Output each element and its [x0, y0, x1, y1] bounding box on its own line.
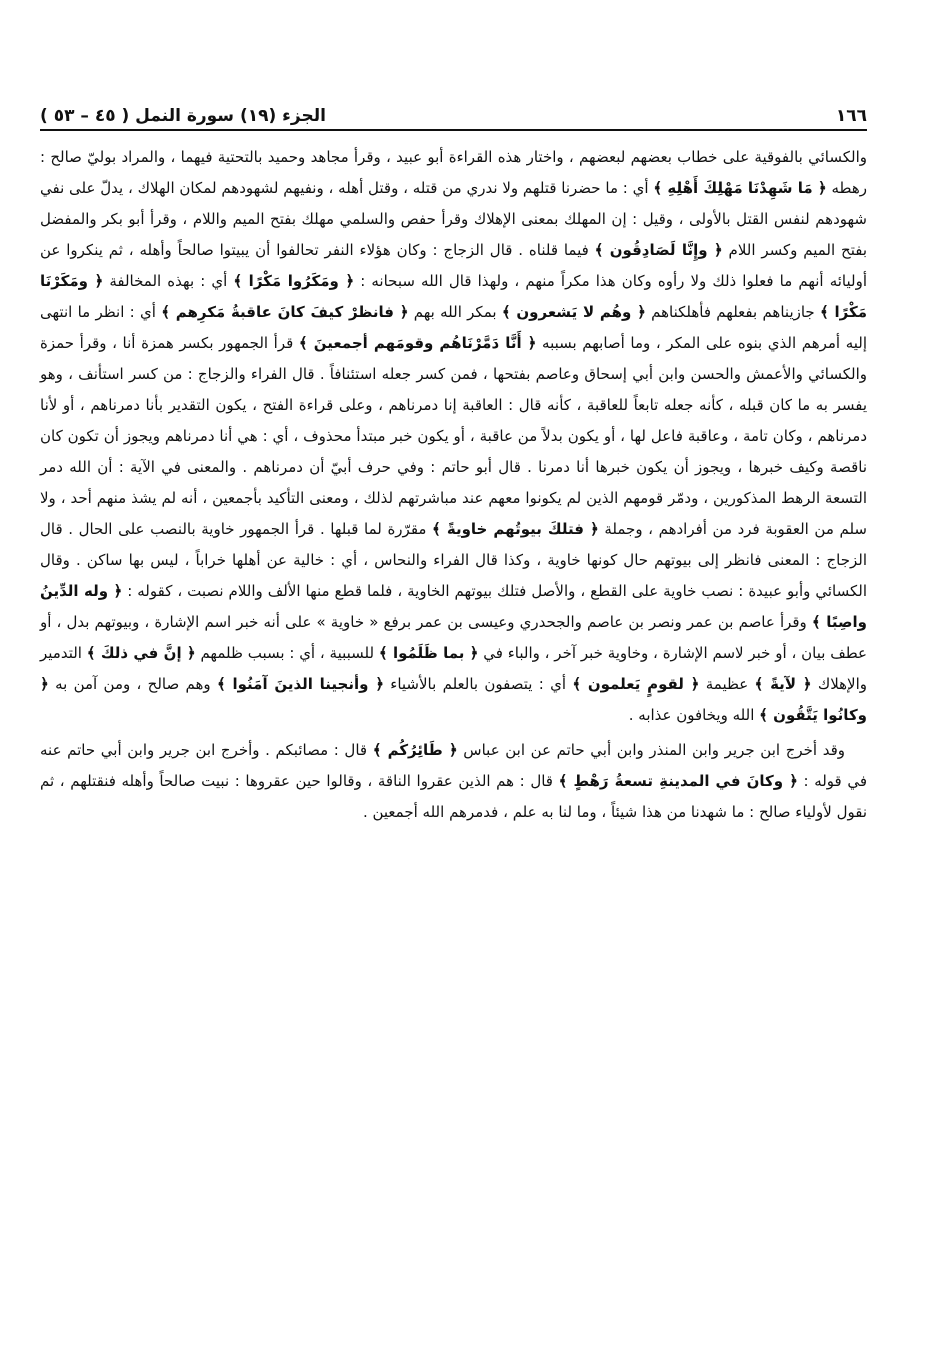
text-run: التدمير والإهلاك — [40, 644, 868, 693]
text-run: بمكر الله بهم — [408, 303, 502, 321]
quran-quote: ﴿ طَائِرُكُم ﴾ — [372, 741, 458, 759]
quran-quote: ﴿ لآيةً ﴾ — [754, 675, 812, 693]
page-number: ١٦٦ — [835, 106, 867, 126]
running-title: الجزء (١٩) سورة النمل ( ٤٥ – ٥٣ ) — [40, 106, 326, 126]
text-run: وهم صالح ، ومن آمن به — [48, 675, 217, 693]
text-run: جازيناهم بفعلهم فأهلكناهم — [645, 303, 820, 321]
text-run: عظيمة — [699, 675, 755, 693]
quran-quote: ﴿ وكانَ في المدينةِ تسعةُ رَهْطٍ ﴾ — [558, 772, 798, 790]
quran-quote: ﴿ ومَكَرْنَا مَكْرًا ﴾ — [40, 272, 868, 321]
text-run: أي : ما حضرنا قتلهم ولا ندري من قتله ، وقتل أهله ، ونفيهم لشهودهم لمكان الهلاك ، يدلّ على نفي شهودهم لنفس القتل بالأولى ، وقيل : إن المهلك بمعنى الإهلاك وقرأ حفص والسلمي مهلك بفتح الميم واللام ، وقرأ أبو بكر والمفضل بفتح الميم وكسر اللام — [40, 179, 868, 259]
text-run: وقد أخرج ابن جرير وابن المنذر وابن أبي حاتم عن ابن عباس — [457, 741, 846, 759]
page-header — [40, 92, 867, 126]
quran-quote: ﴿ وله الدِّينُ واصِبًا ﴾ — [40, 582, 867, 631]
text-run: فيما قلناه . قال الزجاج : وكان هؤلاء النفر تحالفوا أن يبيتوا صالحاً وأهله ، ثم ينكروا عن أوليائه أنهم ما فعلوا ذلك ولا رأوه وكان هذا مكراً منهم ، ولهذا قال الله سبحانه : — [40, 241, 867, 290]
text-run: أي : انظر ما انتهى إليه أمرهم الذي بنوه على المكر ، وما أصابهم بسببه — [40, 303, 867, 352]
text-run: أي : بهذه المخالفة — [103, 272, 234, 290]
text-run: قرأ الجمهور بكسر همزة أنا ، وقرأ حمزة والكسائي والأعمش والحسن وابن أبي إسحاق وعاصم بفتحها ، فمن كسر جعله استئنافاً . قال الفراء والزجاج : من كسر استأنف ، وهو يفسر به ما كان قبله ، كأنه جعله تابعاً للعاقبة ، كأنه قال : العاقبة إنا دمرناهم ، وعلى قراءة الفتح ، يكون التقدير بأنا دمرناهم ، أو لأنا دمرناهم ، وكان تامة ، وعاقبة فاعل لها ، أو يكون بدلاً من عاقبة ، أو يكون خبر مبتدأ محذوف ، أي : هي أنا دمرناهم ويجوز أن تكون كان ناقصة وكيف خبرها ، ويجوز أن يكون خبرها أنا دمرنا . قال أبو حاتم : وفي حرف أبيّ أن دمرناهم . والمعنى في الآية : أن الله دمر التسعة الرهط المذكورين ، ودمّر قومهم الذين لم يكونوا معهم عند مباشرتهم لذلك ، ومعنى التأكيد بأجمعين ، أنه لم يشذ منهم أحد ، ولا سلم من العقوبة فرد من أفرادهم ، وجملة — [40, 334, 867, 538]
paragraph-2 — [40, 735, 867, 828]
paragraph-1 — [40, 142, 867, 731]
quran-quote: ﴿ ومَكَرُوا مَكْرًا ﴾ — [233, 272, 355, 290]
text-run: وقرأ عاصم بن عمر ونصر بن عاصم والجحدري وعيسى بن عمر برفع « خاوية » على أنه خبر اسم الإشارة ، وبيوتهم بدل ، أو عطف بيان ، أو خبر لاسم الإشارة ، وخاوية خبر آخر ، والباء في — [40, 613, 867, 662]
text-run: قال : مصائبكم . وأخرج ابن جرير وابن أبي حاتم عنه في قوله : — [40, 741, 867, 790]
quran-quote: ﴿ وإِنَّا لَصَادِقُون ﴾ — [594, 241, 723, 259]
quran-quote: ﴿ مَا شَهِدْنَا مَهْلِكَ أَهْلِهِ ﴾ — [653, 179, 827, 197]
text-run: الله ويخافون عذابه . — [628, 706, 760, 724]
text-run: مقرّرة لما قبلها . قرأ الجمهور خاوية بالنصب على الحال . قال الزجاج : المعنى فانظر إلى بيوتهم حال كونها خاوية ، وكذا قال الفراء والنحاس ، أي : خالية عن أهلها خراباً ، ليس بها ساكن . وقال الكسائي وأبو عبيدة : نصب خاوية على القطع ، والأصل فتلك بيوتهم الخاوية ، فلما قطع منها الألف واللام نصبت ، كقوله : — [40, 520, 867, 600]
quran-quote: ﴿ فانظرْ كيفَ كانَ عاقبةُ مَكرِهم ﴾ — [161, 303, 409, 321]
quran-quote: ﴿ بما ظَلَمُوا ﴾ — [378, 644, 479, 662]
quran-quote: ﴿ أَنَّا دَمَّرْنَاهُم وقومَهم أجمعينَ ﴾ — [298, 334, 537, 352]
text-run: قال : هم الذين عقروا الناقة ، وقالوا حين عقروها : نبيت صالحاً وأهله فنقتلهم ، ثم نقول لأولياء صالح : ما شهدنا من هذا شيئاً ، وما لنا به علم ، فدمرهم الله أجمعين . — [40, 772, 867, 821]
quran-quote: ﴿ لقومٍ يَعلمون ﴾ — [572, 675, 700, 693]
text-run: أي : يتصفون بالعلم بالأشياء — [383, 675, 573, 693]
quran-quote: ﴿ فتلكَ بيوتُهم خاويةً ﴾ — [432, 520, 599, 538]
text-run: للسببية ، أي : بسبب ظلمهم — [195, 644, 379, 662]
quran-quote: ﴿ وهُم لا يَشعرون ﴾ — [501, 303, 646, 321]
header-divider — [40, 129, 867, 131]
quran-quote: ﴿ وأنجينا الذينَ آمَنُوا ﴾ — [216, 675, 384, 693]
quran-quote: ﴿ إنَّ في ذلكَ ﴾ — [86, 644, 196, 662]
commentary-body — [40, 142, 867, 828]
text-run: والكسائي بالفوقية على خطاب بعضهم لبعضهم ، واختار هذه القراءة أبو عبيد ، وقرأ مجاهد وحميد بالتحتية فيهما ، والمراد بوليّ صالح : رهطه — [40, 148, 867, 197]
quran-quote: ﴿ وكانُوا يَتَّقُون ﴾ — [40, 675, 867, 724]
